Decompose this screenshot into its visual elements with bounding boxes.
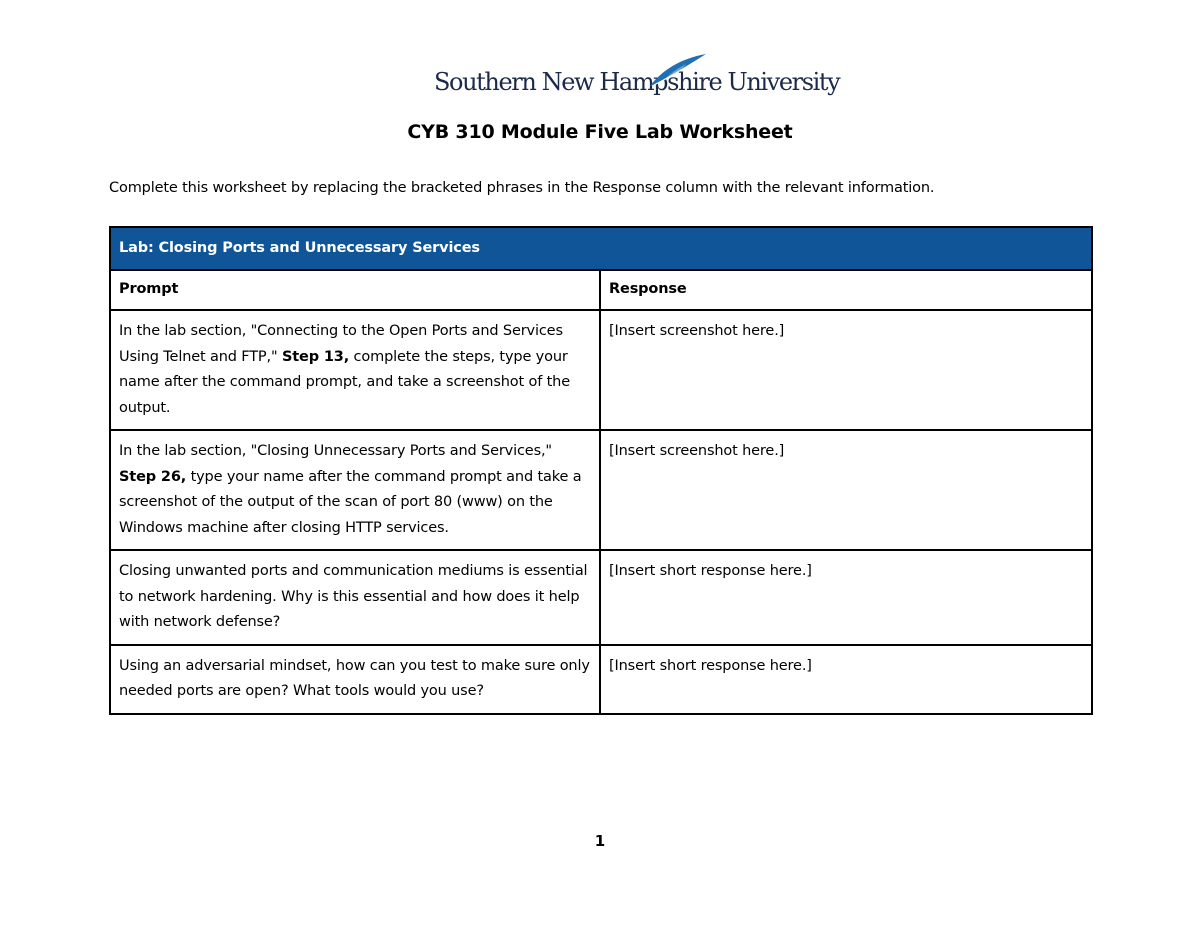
- leaf-icon: [642, 52, 712, 92]
- prompt-cell: Using an adversarial mindset, how can you test to make sure only needed ports are open? What tools would you use?: [110, 645, 600, 714]
- response-cell[interactable]: [Insert screenshot here.]: [600, 430, 1092, 550]
- step-label: Step 13,: [281, 348, 350, 365]
- table-row: [110, 430, 1092, 550]
- table-row: [110, 550, 1092, 645]
- section-title: Lab: Closing Ports and Unnecessary Services: [110, 227, 1092, 270]
- prompt-cell: Closing unwanted ports and communication mediums is essential to network hardening. Why is this essential and how does it help with network defense?: [110, 550, 600, 645]
- table-title-row: [110, 227, 1092, 270]
- response-cell[interactable]: [Insert screenshot here.]: [600, 310, 1092, 430]
- prompt-column-header: Prompt: [110, 270, 600, 310]
- prompt-text: In the lab section, "Connecting to the Open Ports and Services Using Telnet and FTP,": [119, 323, 563, 365]
- prompt-cell: [110, 430, 600, 550]
- response-column-header: Response: [600, 270, 1092, 310]
- table-row: [110, 310, 1092, 430]
- prompt-cell: [110, 310, 600, 430]
- prompt-text: complete the steps, type your name after the command prompt, and take a screenshot of the output.: [119, 348, 570, 416]
- page-number: 1: [594, 832, 606, 850]
- university-logo: [434, 52, 840, 104]
- prompt-text: type your name after the command prompt and take a screenshot of the output of the scan of port 80 (www) on the Windows machine after closing HTTP services.: [119, 468, 582, 536]
- response-cell[interactable]: [Insert short response here.]: [600, 550, 1092, 645]
- table-header-row: [110, 270, 1092, 310]
- response-cell[interactable]: [Insert short response here.]: [600, 645, 1092, 714]
- logo-wordmark: Southern New Hampshire University: [434, 68, 840, 96]
- page-title: CYB 310 Module Five Lab Worksheet: [407, 121, 793, 143]
- prompt-text: In the lab section, "Closing Unnecessary Ports and Services,": [119, 443, 552, 459]
- step-label: Step 26,: [119, 468, 187, 485]
- table-row: [110, 645, 1092, 714]
- instructions-text: Complete this worksheet by replacing the bracketed phrases in the Response column with the relevant information.: [109, 180, 935, 196]
- worksheet-table: [109, 226, 1093, 715]
